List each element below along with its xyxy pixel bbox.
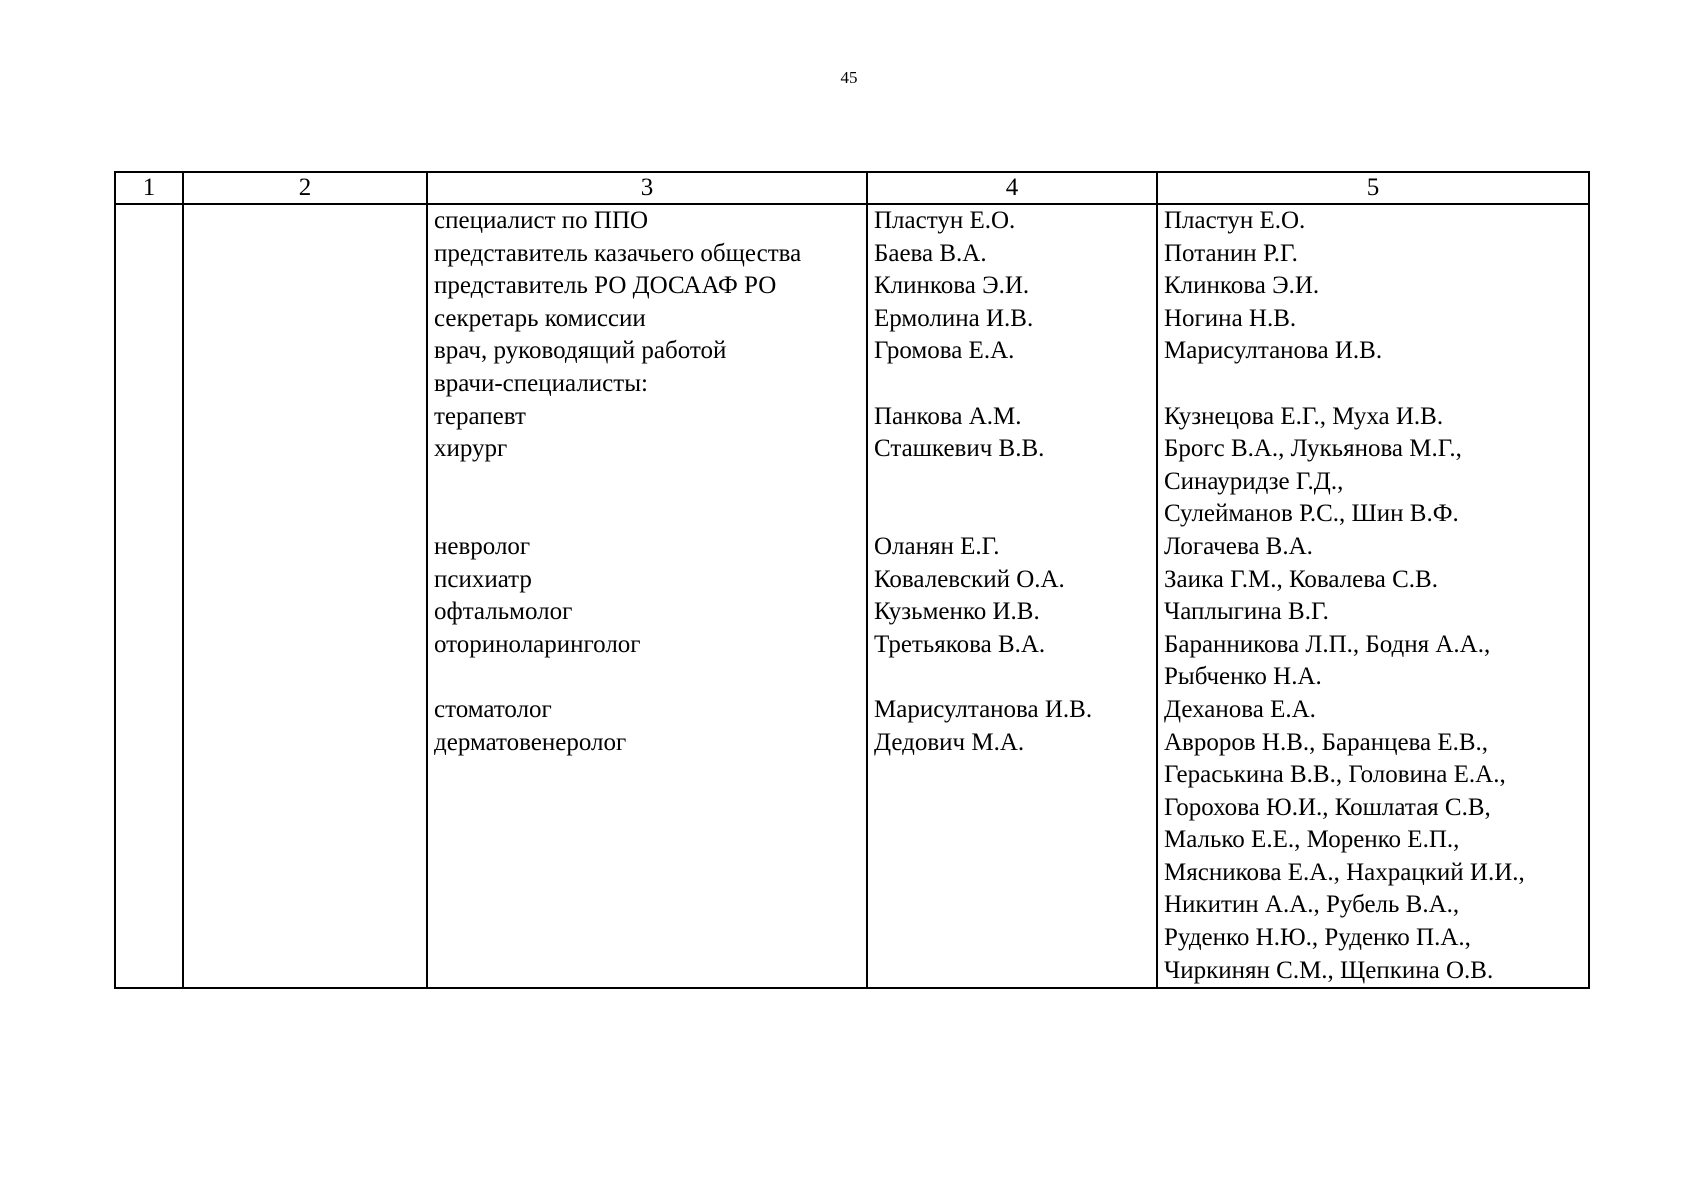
reserve-member-line: Малько Е.Е., Моренко Е.П.,: [1164, 826, 1460, 854]
member-line: Кузьменко И.В.: [874, 598, 1040, 626]
role-line: офтальмолог: [434, 598, 573, 626]
member-line: [874, 368, 1150, 401]
role-line: дерматовенеролог: [434, 728, 627, 756]
reserve-member-line: Ногина Н.В.: [1164, 304, 1297, 332]
reserve-member-line: Заика Г.М., Ковалева С.В.: [1164, 565, 1438, 593]
member-line: Ковалевский О.А.: [874, 565, 1065, 593]
role-line: врач, руководящий работой: [434, 337, 727, 365]
column-header-4: 4: [867, 172, 1157, 204]
reserve-member-line: Баранникова Л.П., Бодня А.А.,: [1164, 630, 1491, 658]
roles-list: [428, 205, 866, 759]
reserve-member-line: Марисултанова И.В.: [1164, 337, 1383, 365]
member-line: [874, 498, 1150, 531]
reserve-member-line: Брогс В.А., Лукьянова М.Г.,: [1164, 435, 1462, 463]
member-line: Пластун Е.О.: [874, 207, 1016, 234]
reserve-member-line: Кузнецова Е.Г., Муха И.В.: [1164, 402, 1444, 430]
role-line: хирург: [434, 435, 508, 463]
member-line: Марисултанова И.В.: [874, 695, 1093, 723]
reserve-member-line: Мясникова Е.А., Нахрацкий И.И.,: [1164, 858, 1525, 886]
cell-col4-members: [867, 204, 1157, 988]
member-line: Клинкова Э.И.: [874, 272, 1030, 300]
reserve-member-line: Синауридзе Г.Д.,: [1164, 467, 1344, 495]
reserve-member-line: Пластун Е.О.: [1164, 207, 1306, 234]
column-header-5: 5: [1157, 172, 1589, 204]
cell-col3-roles: [427, 204, 867, 988]
member-line: Панкова А.М.: [874, 402, 1022, 430]
reserve-member-line: Гераськина В.В., Головина Е.А.,: [1164, 761, 1506, 789]
reserve-member-line: Авроров Н.В., Баранцева Е.В.,: [1164, 728, 1489, 756]
reserve-member-line: Потанин Р.Г.: [1164, 239, 1298, 267]
column-header-2: 2: [183, 172, 427, 204]
cell-col2: [183, 204, 427, 988]
member-line: Дедович М.А.: [874, 728, 1025, 756]
reserve-member-line: Чиркинян С.М., Щепкина О.В.: [1164, 956, 1494, 984]
role-line: [434, 466, 860, 499]
role-line: [434, 498, 860, 531]
role-line: психиатр: [434, 565, 532, 593]
member-line: Оланян Е.Г.: [874, 532, 1000, 560]
cell-col5-reserve: [1157, 204, 1589, 988]
member-line: Третьякова В.А.: [874, 630, 1046, 658]
member-line: [874, 661, 1150, 694]
cell-col1: [115, 204, 183, 988]
role-line: стоматолог: [434, 695, 552, 723]
role-line: терапевт: [434, 402, 526, 430]
role-line: представитель РО ДОСААФ РО: [434, 272, 777, 300]
role-line: специалист по ППО: [434, 207, 649, 234]
role-line: представитель казачьего общества: [434, 239, 802, 267]
table-row: [115, 204, 1589, 988]
reserve-member-line: [1164, 368, 1582, 401]
page-number: 45: [840, 68, 858, 87]
column-header-1: 1: [115, 172, 183, 204]
reserve-members-list: [1158, 205, 1588, 987]
reserve-member-line: Никитин А.А., Рубель В.А.,: [1164, 891, 1460, 919]
role-line: оториноларинголог: [434, 630, 641, 658]
table-header-row: [115, 172, 1589, 204]
reserve-member-line: Клинкова Э.И.: [1164, 272, 1320, 300]
role-line: секретарь комиссии: [434, 304, 646, 332]
members-list: [868, 205, 1156, 759]
reserve-member-line: Чаплыгина В.Г.: [1164, 598, 1329, 626]
member-line: Ермолина И.В.: [874, 304, 1034, 332]
member-line: Баева В.А.: [874, 239, 987, 267]
reserve-member-line: Руденко Н.Ю., Руденко П.А.,: [1164, 924, 1471, 952]
role-line: невролог: [434, 532, 531, 560]
reserve-member-line: Логачева В.А.: [1164, 532, 1313, 560]
member-line: Сташкевич В.В.: [874, 435, 1045, 463]
column-header-3: 3: [427, 172, 867, 204]
reserve-member-line: Горохова Ю.И., Кошлатая С.В,: [1164, 793, 1491, 821]
commission-table: [114, 171, 1590, 989]
reserve-member-line: Сулейманов Р.С., Шин В.Ф.: [1164, 500, 1459, 528]
reserve-member-line: Рыбченко Н.А.: [1164, 663, 1322, 691]
reserve-member-line: Деханова Е.А.: [1164, 695, 1316, 723]
role-line: врачи-специалисты:: [434, 369, 648, 397]
member-line: [874, 466, 1150, 499]
role-line: [434, 661, 860, 694]
member-line: Громова Е.А.: [874, 337, 1015, 365]
